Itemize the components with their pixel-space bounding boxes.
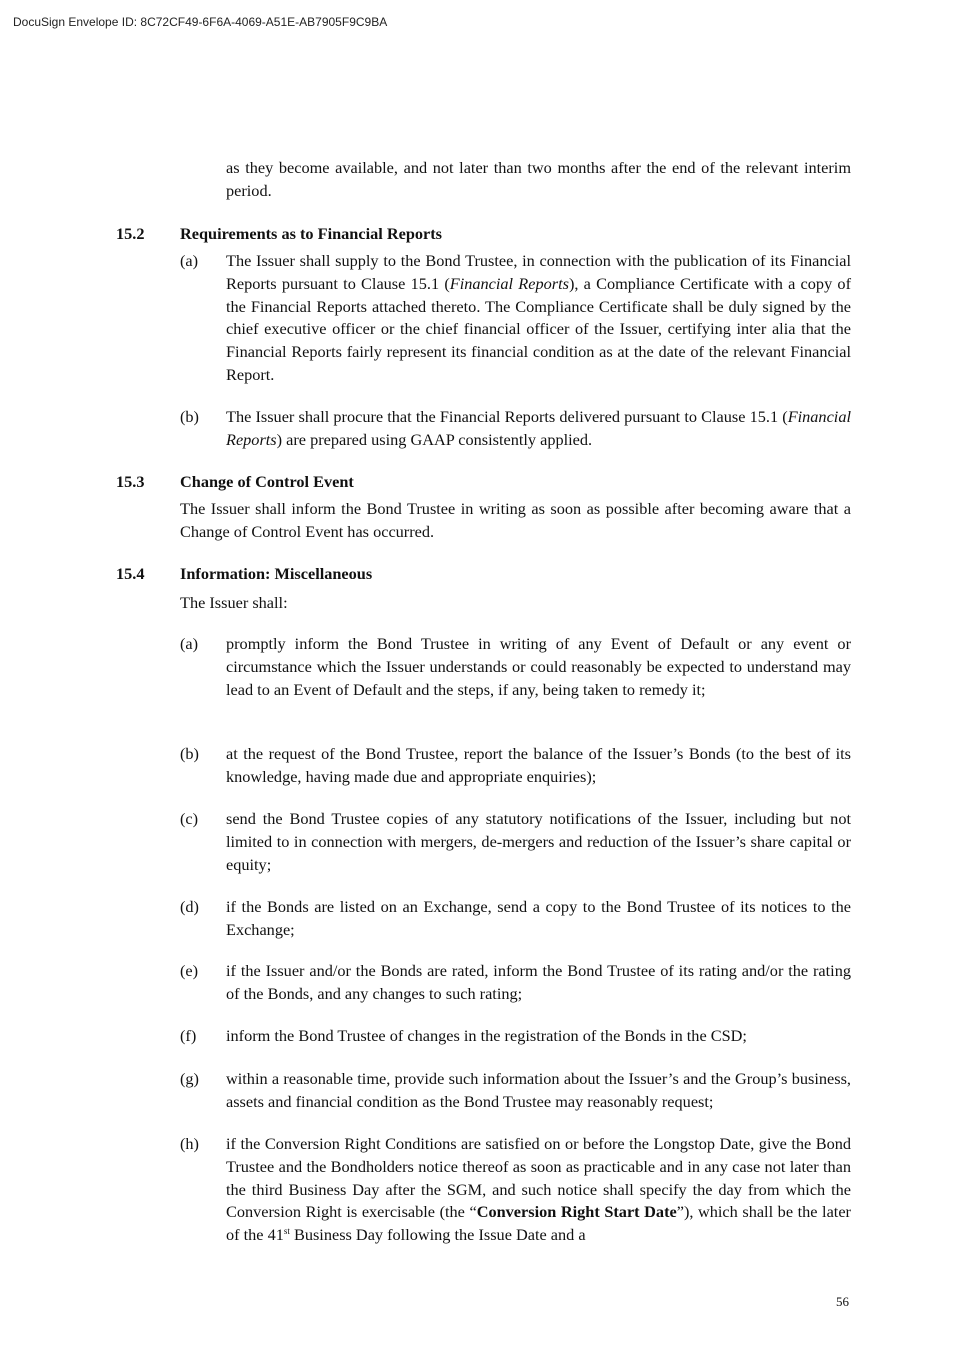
clause-intro-15-4: The Issuer shall: xyxy=(180,593,288,612)
item-text-15-2-b: The Issuer shall procure that the Financial Reports delivered pursuant to Clause 15.1 (Financial Reports) are prepared using GAAP consistently applied. xyxy=(226,407,851,449)
clause-number-15-3: 15.3 xyxy=(116,472,145,491)
item-text-15-4-h: if the Conversion Right Conditions are satisfied on or before the Longstop Date, give the Bond Trustee and the Bondholders notice thereof as soon as practicable and in any case not later than the third Business Day after the SGM, and such notice shall specify the day from which the Conversion Right is exercisable (the “Conversion Right Start Date”), which shall be the later of the 41st Business Day following the Issue Date and a xyxy=(226,1134,851,1245)
item-text-15-4-b: at the request of the Bond Trustee, report the balance of the Issuer’s Bonds (to the best of its knowledge, having made due and appropriate enquiries); xyxy=(226,744,851,786)
item-text-15-4-a: promptly inform the Bond Trustee in writing of any Event of Default or any event or circumstance which the Issuer understands or could reasonably be expected to understand may lead to an Event of Default and the steps, if any, being taken to remedy it; xyxy=(226,634,851,699)
item-label-15-4-c: (c) xyxy=(180,809,199,828)
docusign-envelope-id: DocuSign Envelope ID: 8C72CF49-6F6A-4069-A51E-AB7905F9C9BA xyxy=(13,15,388,29)
item-text-15-2-a: The Issuer shall supply to the Bond Trustee, in connection with the publication of its Financial Reports pursuant to Clause 15.1 (Financial Reports), a Compliance Certificate with a copy of the Financial Reports attached thereto. The Compliance Certificate shall be duly signed by the chief executive officer or the chief financial officer of the Issuer, certifying inter alia that the Financial Reports fairly represent its financial condition as at the date of the relevant Financial Report. xyxy=(226,251,851,384)
item-text-15-4-e: if the Issuer and/or the Bonds are rated, inform the Bond Trustee of its rating and/or the rating of the Bonds, and any changes to such rating; xyxy=(226,961,851,1003)
item-text-15-4-f: inform the Bond Trustee of changes in the registration of the Bonds in the CSD; xyxy=(226,1026,747,1045)
item-label-15-4-b: (b) xyxy=(180,744,199,763)
item-label-15-4-f: (f) xyxy=(180,1026,197,1045)
clause-heading-15-3: Change of Control Event xyxy=(180,472,354,491)
clause-heading-15-2: Requirements as to Financial Reports xyxy=(180,224,442,243)
continuation-paragraph: as they become available, and not later than two months after the end of the relevant interim period. xyxy=(226,158,851,200)
item-label-15-4-a: (a) xyxy=(180,634,199,653)
item-label-15-2-b: (b) xyxy=(180,407,199,426)
item-label-15-4-g: (g) xyxy=(180,1069,199,1088)
item-label-15-4-e: (e) xyxy=(180,961,199,980)
clause-number-15-2: 15.2 xyxy=(116,224,145,243)
item-text-15-4-c: send the Bond Trustee copies of any statutory notifications of the Issuer, including but not limited to in connection with mergers, de-mergers and reduction of the Issuer’s share capital or equity; xyxy=(226,809,851,874)
item-text-15-4-d: if the Bonds are listed on an Exchange, send a copy to the Bond Trustee of its notices to the Exchange; xyxy=(226,897,851,939)
item-label-15-2-a: (a) xyxy=(180,251,199,270)
item-label-15-4-h: (h) xyxy=(180,1134,199,1153)
item-text-15-4-g: within a reasonable time, provide such information about the Issuer’s and the Group’s business, assets and financial condition as the Bond Trustee may reasonably request; xyxy=(226,1069,851,1111)
clause-heading-15-4: Information: Miscellaneous xyxy=(180,564,373,583)
clause-number-15-4: 15.4 xyxy=(116,564,145,583)
page-number: 56 xyxy=(836,1294,849,1309)
item-label-15-4-d: (d) xyxy=(180,897,199,916)
clause-text-15-3: The Issuer shall inform the Bond Trustee in writing as soon as possible after becoming aware that a Change of Control Event has occurred. xyxy=(180,499,851,541)
